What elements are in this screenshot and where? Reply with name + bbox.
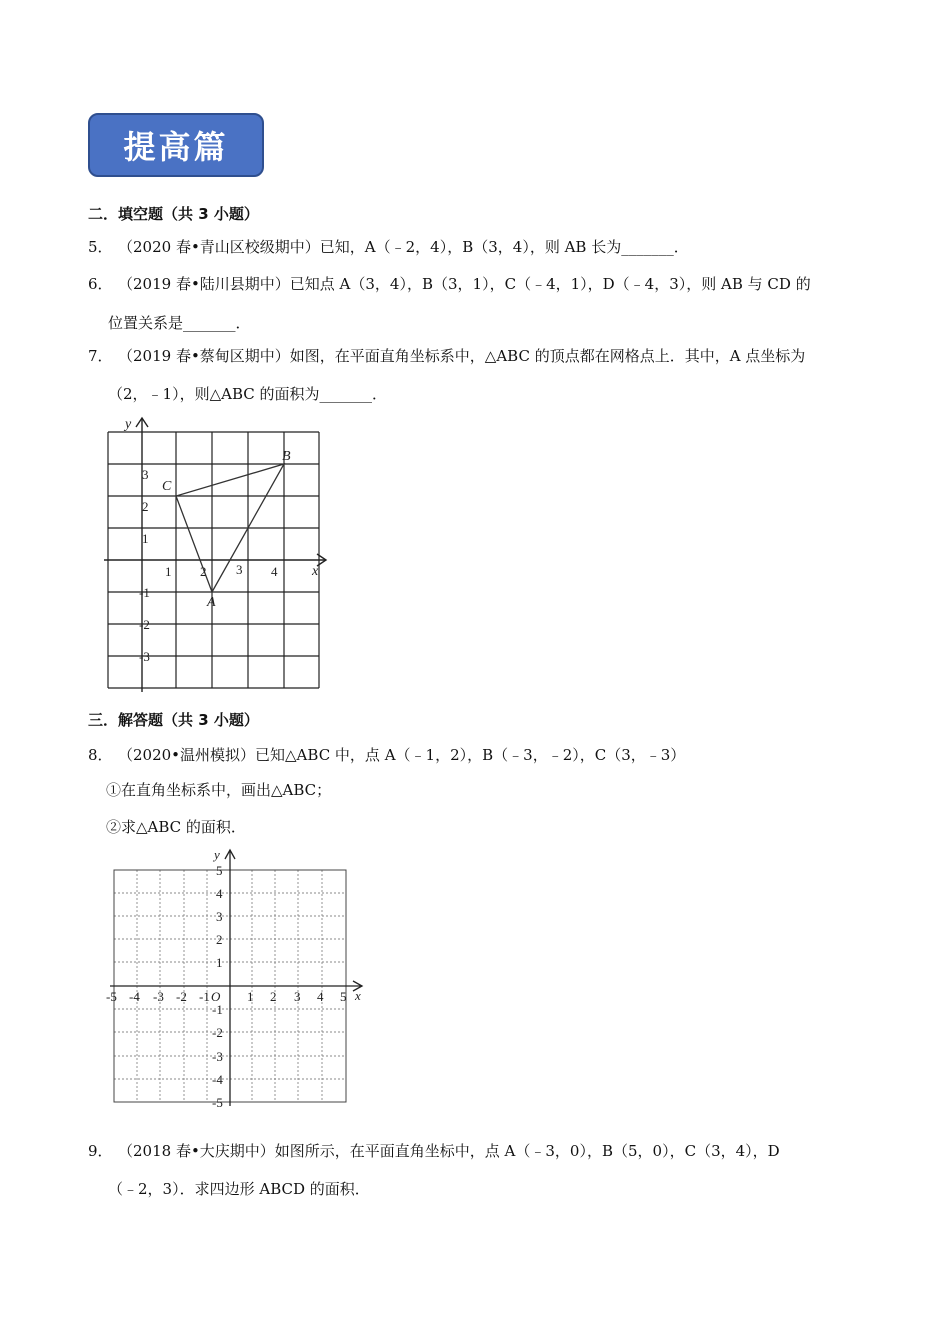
question-text: （2020•温州模拟）已知△ABC 中，点 A（﹣1，2），B（﹣3，﹣2），C（3，﹣3） bbox=[118, 746, 686, 764]
y-tick-label: 5 bbox=[216, 863, 223, 878]
y-tick-label: 1 bbox=[142, 531, 149, 546]
section-heading-fill-blank: 二．填空题（共 3 小题） bbox=[88, 205, 259, 223]
question-8 bbox=[88, 745, 685, 765]
x-tick-label: 1 bbox=[165, 564, 172, 579]
y-tick-label: -1 bbox=[212, 1002, 223, 1017]
x-tick-label: -5 bbox=[106, 989, 117, 1004]
question-text: （2019 春•蔡甸区期中）如图，在平面直角坐标系中，△ABC 的顶点都在网格点上．其中，A 点坐标为 bbox=[118, 347, 806, 365]
question-9-continuation: （﹣2，3）．求四边形 ABCD 的面积． bbox=[108, 1180, 370, 1198]
question-8-part-2: ②求△ABC 的面积． bbox=[106, 818, 246, 836]
y-tick-label: 2 bbox=[142, 499, 149, 514]
y-tick-label: -3 bbox=[212, 1049, 223, 1064]
x-tick-label: -1 bbox=[199, 989, 210, 1004]
x-tick-label: 2 bbox=[270, 989, 277, 1004]
question-7-continuation: （2，﹣1），则△ABC 的面积为_______． bbox=[108, 385, 388, 403]
y-axis-label: y bbox=[125, 417, 132, 432]
x-tick-label: 4 bbox=[317, 989, 324, 1004]
question-text: （2020 春•青山区校级期中）已知，A（﹣2，4），B（3，4），则 AB 长为_______． bbox=[118, 238, 689, 256]
section-heading-answer: 三．解答题（共 3 小题） bbox=[88, 711, 259, 729]
section-badge bbox=[88, 113, 264, 177]
y-tick-label: 1 bbox=[216, 955, 223, 970]
y-tick-label: -4 bbox=[212, 1072, 223, 1087]
x-tick-label: 2 bbox=[200, 564, 207, 579]
question-number: 7． bbox=[88, 347, 113, 365]
question-5 bbox=[88, 237, 689, 257]
y-axis-label: y bbox=[214, 847, 220, 862]
x-tick-label: 3 bbox=[294, 989, 301, 1004]
y-tick-label: 3 bbox=[216, 909, 223, 924]
x-tick-label: 3 bbox=[236, 562, 243, 577]
question-8-part-1: ①在直角坐标系中，画出△ABC； bbox=[106, 781, 332, 799]
y-tick-label: -2 bbox=[139, 617, 150, 632]
x-tick-label: -4 bbox=[129, 989, 140, 1004]
question-7 bbox=[88, 346, 805, 366]
badge-title: 提高篇 bbox=[123, 128, 229, 166]
figure-q7-triangle-grid bbox=[100, 412, 335, 694]
y-tick-label: 4 bbox=[216, 886, 223, 901]
y-tick-label: -2 bbox=[212, 1025, 223, 1040]
x-axis-label: x bbox=[355, 988, 361, 1003]
y-tick-label: -5 bbox=[212, 1095, 223, 1110]
question-number: 6． bbox=[88, 275, 113, 293]
x-tick-label: 4 bbox=[271, 564, 278, 579]
origin-label: O bbox=[211, 989, 221, 1004]
x-tick-label: -2 bbox=[176, 989, 187, 1004]
question-6-continuation: 位置关系是_______． bbox=[108, 314, 251, 332]
y-tick-label: 3 bbox=[142, 467, 149, 482]
question-text: （2018 春•大庆期中）如图所示，在平面直角坐标中，点 A（﹣3，0），B（5，0），C（3，4），D bbox=[118, 1142, 780, 1160]
question-number: 5． bbox=[88, 238, 113, 256]
x-tick-label: 5 bbox=[340, 989, 347, 1004]
point-label-c: C bbox=[162, 479, 172, 494]
question-6 bbox=[88, 274, 811, 294]
point-label-b: B bbox=[282, 449, 291, 464]
x-axis-label: x bbox=[312, 564, 319, 579]
y-tick-label: 2 bbox=[216, 932, 223, 947]
axes bbox=[104, 418, 326, 692]
question-number: 8． bbox=[88, 746, 113, 764]
x-tick-label: -3 bbox=[153, 989, 164, 1004]
axes bbox=[110, 850, 362, 1106]
question-number: 9． bbox=[88, 1142, 113, 1160]
x-tick-label: 1 bbox=[247, 989, 254, 1004]
y-tick-label: -1 bbox=[139, 585, 150, 600]
figure-q8-coordinate-grid bbox=[100, 842, 375, 1112]
question-9 bbox=[88, 1141, 780, 1161]
y-tick-label: -3 bbox=[139, 649, 150, 664]
question-text: （2019 春•陆川县期中）已知点 A（3，4），B（3，1），C（﹣4，1），D（﹣4，3），则 AB 与 CD 的 bbox=[118, 275, 811, 293]
point-label-a: A bbox=[207, 595, 216, 610]
